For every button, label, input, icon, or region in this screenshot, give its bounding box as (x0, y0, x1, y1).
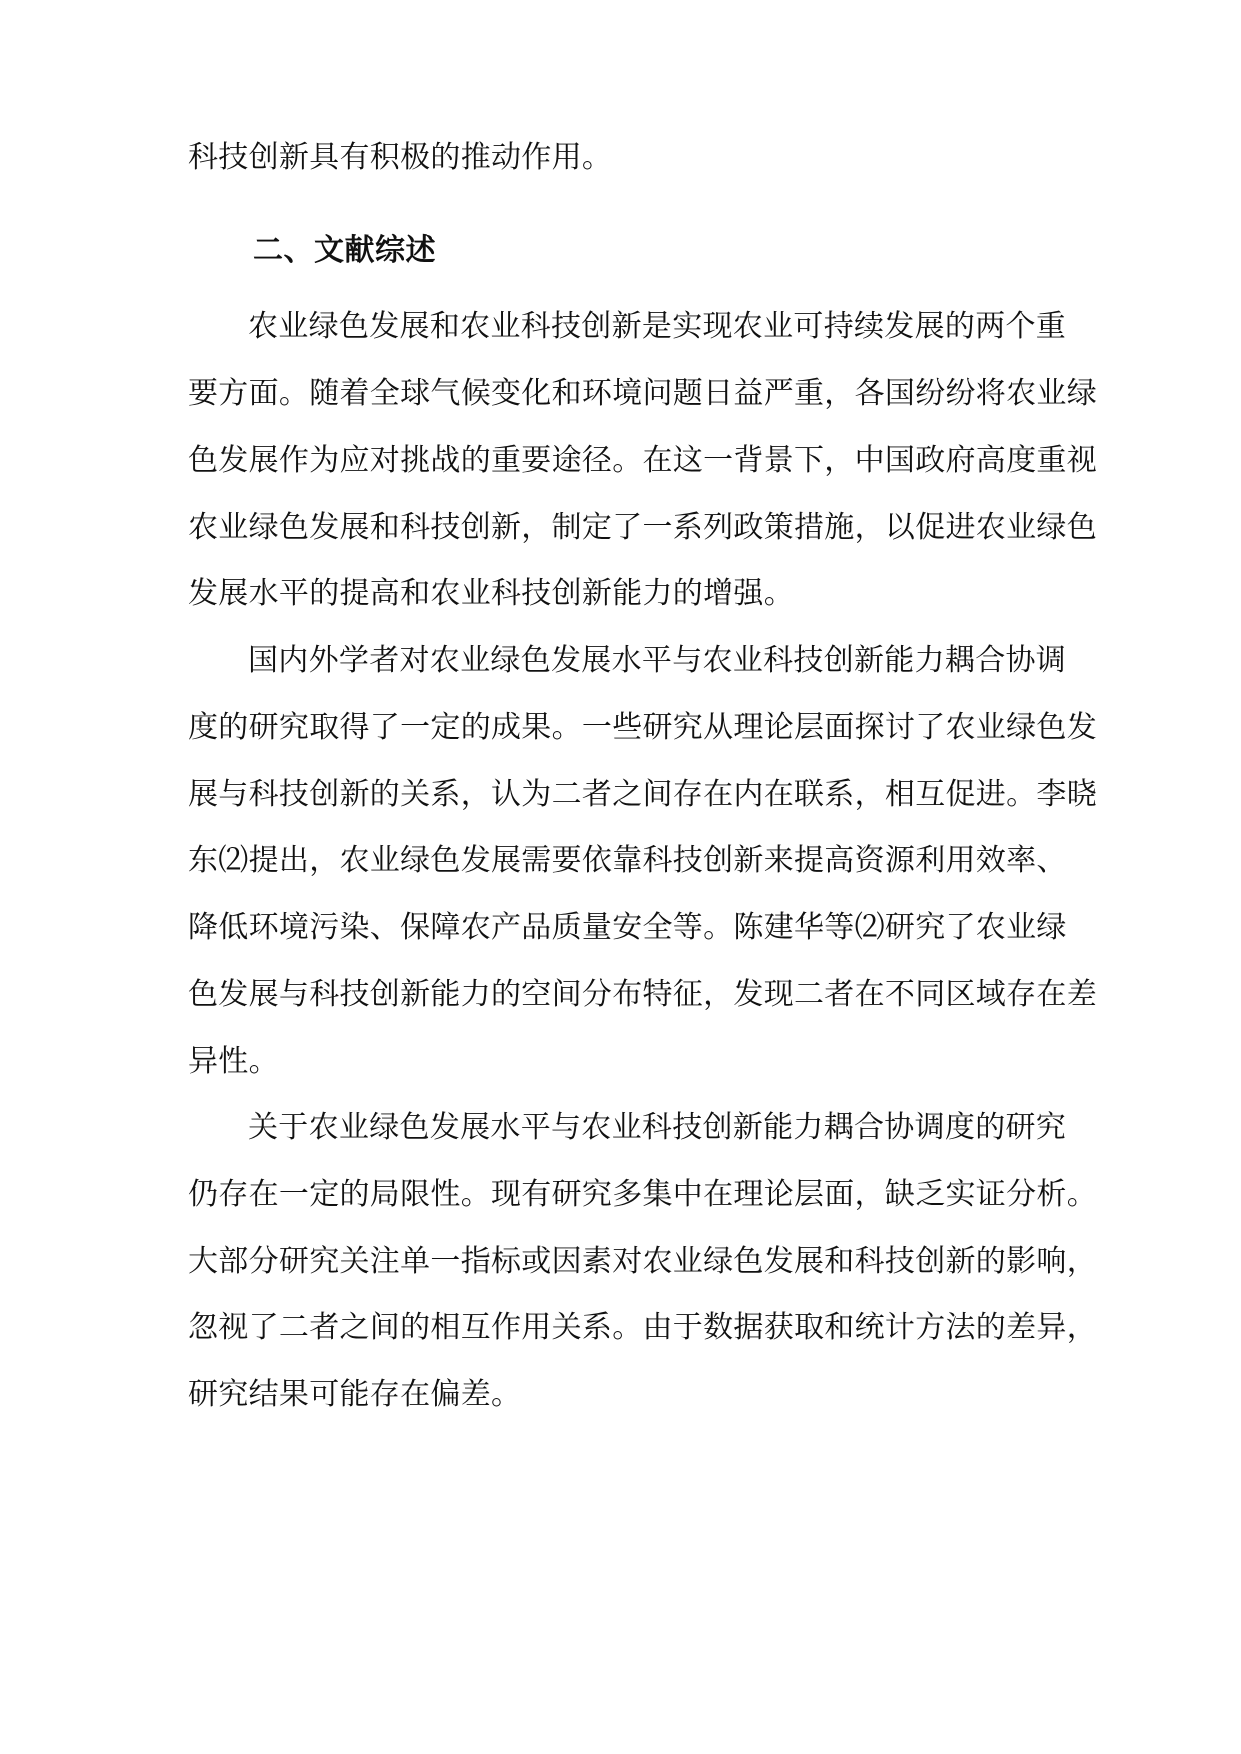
paragraph-3-line: 大部分研究关注单一指标或因素对农业绿色发展和科技创新的影响， (188, 1244, 1097, 1279)
paragraph-2-line: 色发展与科技创新能力的空间分布特征，发现二者在不同区域存在差 (188, 977, 1097, 1012)
paragraph-2-line: 国内外学者对农业绿色发展水平与农业科技创新能力耦合协调 (248, 643, 1067, 678)
paragraph-1-line: 农业绿色发展和科技创新，制定了一系列政策措施，以促进农业绿色 (188, 510, 1097, 545)
paragraph-1-line: 农业绿色发展和农业科技创新是实现农业可持续发展的两个重 (248, 309, 1067, 344)
paragraph-2-line: 展与科技创新的关系，认为二者之间存在内在联系，相互促进。李晓 (188, 777, 1097, 812)
intro-line: 科技创新具有积极的推动作用。 (188, 140, 613, 175)
paragraph-1-line: 发展水平的提高和农业科技创新能力的增强。 (188, 576, 794, 611)
paragraph-1-line: 要方面。随着全球气候变化和环境问题日益严重，各国纷纷将农业绿 (188, 376, 1097, 411)
paragraph-1-line: 色发展作为应对挑战的重要途径。在这一背景下，中国政府高度重视 (188, 443, 1097, 478)
section-heading: 二、文献综述 (253, 233, 436, 268)
paragraph-2-line: 度的研究取得了一定的成果。一些研究从理论层面探讨了农业绿色发 (188, 710, 1097, 745)
paragraph-3-line: 关于农业绿色发展水平与农业科技创新能力耦合协调度的研究 (248, 1110, 1067, 1145)
paragraph-3-line: 忽视了二者之间的相互作用关系。由于数据获取和统计方法的差异， (188, 1310, 1097, 1345)
paragraph-3-line: 研究结果可能存在偏差。 (188, 1377, 522, 1412)
paragraph-2-line: 降低环境污染、保障农产品质量安全等。陈建华等⑵研究了农业绿 (188, 910, 1067, 945)
paragraph-2-line: 东⑵提出，农业绿色发展需要依靠科技创新来提高资源利用效率、 (188, 843, 1067, 878)
paragraph-2-line: 异性。 (188, 1044, 279, 1079)
paragraph-3-line: 仍存在一定的局限性。现有研究多集中在理论层面，缺乏实证分析。 (188, 1177, 1097, 1212)
